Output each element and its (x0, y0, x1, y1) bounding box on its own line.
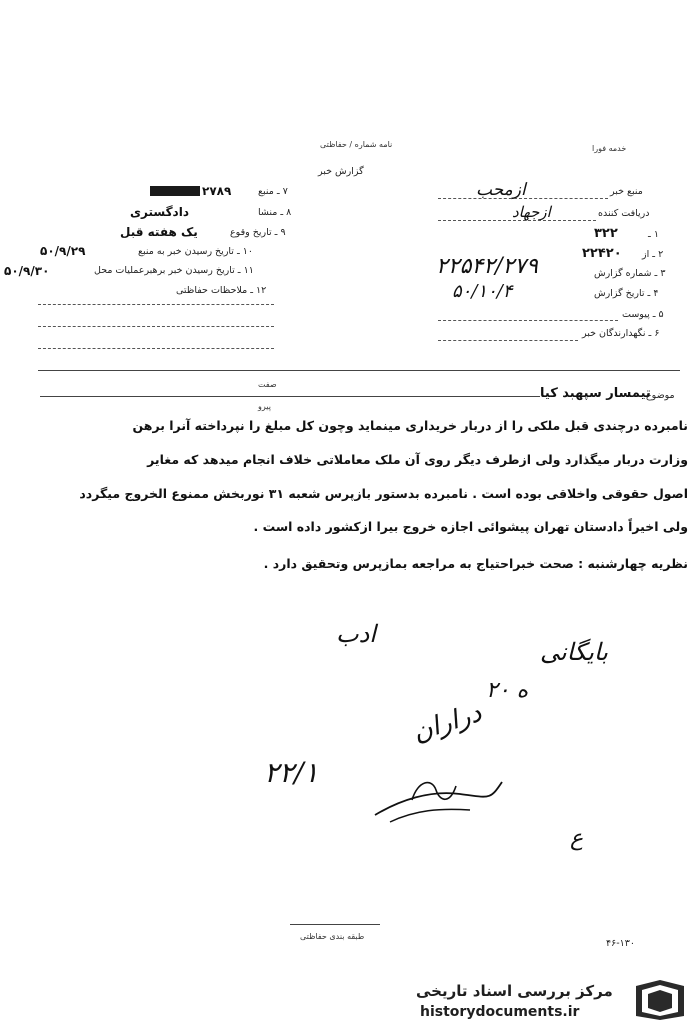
f5-underline (438, 320, 618, 321)
f9-label: ۹ ـ تاریخ وقوع (230, 227, 286, 238)
source-underline (438, 198, 608, 199)
body-line-1: نامبرده درچندی قبل ملکی را از دربار خریداری مینماید وچون کل مبلغ را نپرداخته آنرا برهن (132, 418, 688, 433)
form-divider (38, 370, 680, 371)
remarks-line-2 (38, 326, 274, 327)
signature-scribble (370, 760, 510, 830)
source-label: منبع خبر (610, 186, 643, 197)
receiver-label: دریافت کننده (598, 208, 650, 219)
f7-label: ۷ ـ منبع (258, 186, 288, 197)
classification-label: طبقه بندی حفاظتی (300, 932, 365, 941)
f3-label: ۳ ـ شماره گزارش (594, 268, 666, 279)
handwritten-note-3: ۲۰ ه (486, 678, 529, 703)
f1-label: ۱ ـ (648, 229, 659, 240)
body-line-3: اصول حقوقی واخلاقی بوده است . نامبرده بدستور بازپرس شعبه ۳۱ نوربخش ممنوع الخروج میگردد (79, 486, 688, 501)
redaction-bar (150, 186, 200, 196)
f11-value: ۵۰/۹/۳۰ (4, 264, 50, 278)
body-line-2: وزارت دربار میگذارد ولی ازطرف دیگر روی آن ملک معاملاتی خلاف انجام میدهد که مغایر (147, 452, 688, 467)
subject-label: موضوع (646, 390, 675, 401)
top-left-label: نامه شماره / حفاظتی (320, 140, 393, 149)
body-line-4: ولی اخیراً دادستان تهران پیشوائی اجازه خروج بیرا ازکشور داده است . (253, 519, 688, 534)
body-line-5: نظریه چهارشنبه : صحت خبراحتیاج به مراجعه بمازپرس وتحقیق دارد . (263, 556, 688, 571)
subject-side-bottom: پیرو (258, 402, 271, 411)
f11-label: ۱۱ ـ تاریخ رسیدن خبر برهبرعملیات محل (94, 265, 254, 276)
subject-value: تیمسار سپهبد کیا (540, 386, 651, 401)
f8-value: دادگستری (130, 205, 189, 219)
f2-label: ۲ ـ از (642, 249, 664, 260)
receiver-value: ازجهاد (512, 203, 551, 221)
f5-label: ۵ ـ پیوست (622, 309, 664, 320)
f9-value: یک هفته قبل (120, 225, 198, 239)
f10-value: ۵۰/۹/۲۹ (40, 244, 86, 258)
handwritten-note-2: بایگانی (540, 638, 608, 666)
watermark-org-name: مرکز بررسی اسناد تاریخی (416, 982, 613, 1000)
f2-value: ۲۲۴۲۰ (582, 246, 622, 261)
f10-label: ۱۰ ـ تاریخ رسیدن خبر به منبع (138, 246, 253, 257)
handwritten-note-1: ادب (336, 620, 376, 648)
receiver-underline (438, 220, 596, 221)
subject-line (40, 396, 540, 397)
handwritten-note-5: ۲۲/۱ (264, 756, 319, 789)
f6-underline (438, 340, 578, 341)
handwritten-note-6: ع (570, 826, 584, 851)
f4-label: ۴ ـ تاریخ گزارش (594, 288, 659, 299)
f12-label: ۱۲ ـ ملاحظات حفاظتی (176, 285, 267, 296)
f8-label: ۸ ـ منشا (258, 207, 292, 218)
archive-logo-icon (632, 976, 688, 1024)
form-number: ۴۶-۱۳۰ (606, 938, 635, 949)
f6-label: ۶ ـ نگهدارندگان خبر (582, 328, 660, 339)
f3-value: ۲۲۵۴۲/۲۷۹ (436, 254, 538, 279)
handwritten-note-4: دراران (409, 697, 486, 749)
f1-value: ۳۲۲ (594, 226, 618, 241)
remarks-line-1 (38, 304, 274, 305)
watermark-website: historydocuments.ir (420, 1004, 580, 1020)
remarks-line-3 (38, 348, 274, 349)
source-value: ازمحب (476, 180, 526, 200)
subject-side-top: صفت (258, 380, 277, 389)
top-right-label: خدمه فورا (592, 144, 627, 153)
report-title: گزارش خبر (318, 166, 364, 177)
f4-value: ۵۰/۱۰/۴ (452, 281, 513, 302)
footer-line (290, 924, 380, 925)
f7-value: ۲۷۸۹ (202, 184, 232, 198)
